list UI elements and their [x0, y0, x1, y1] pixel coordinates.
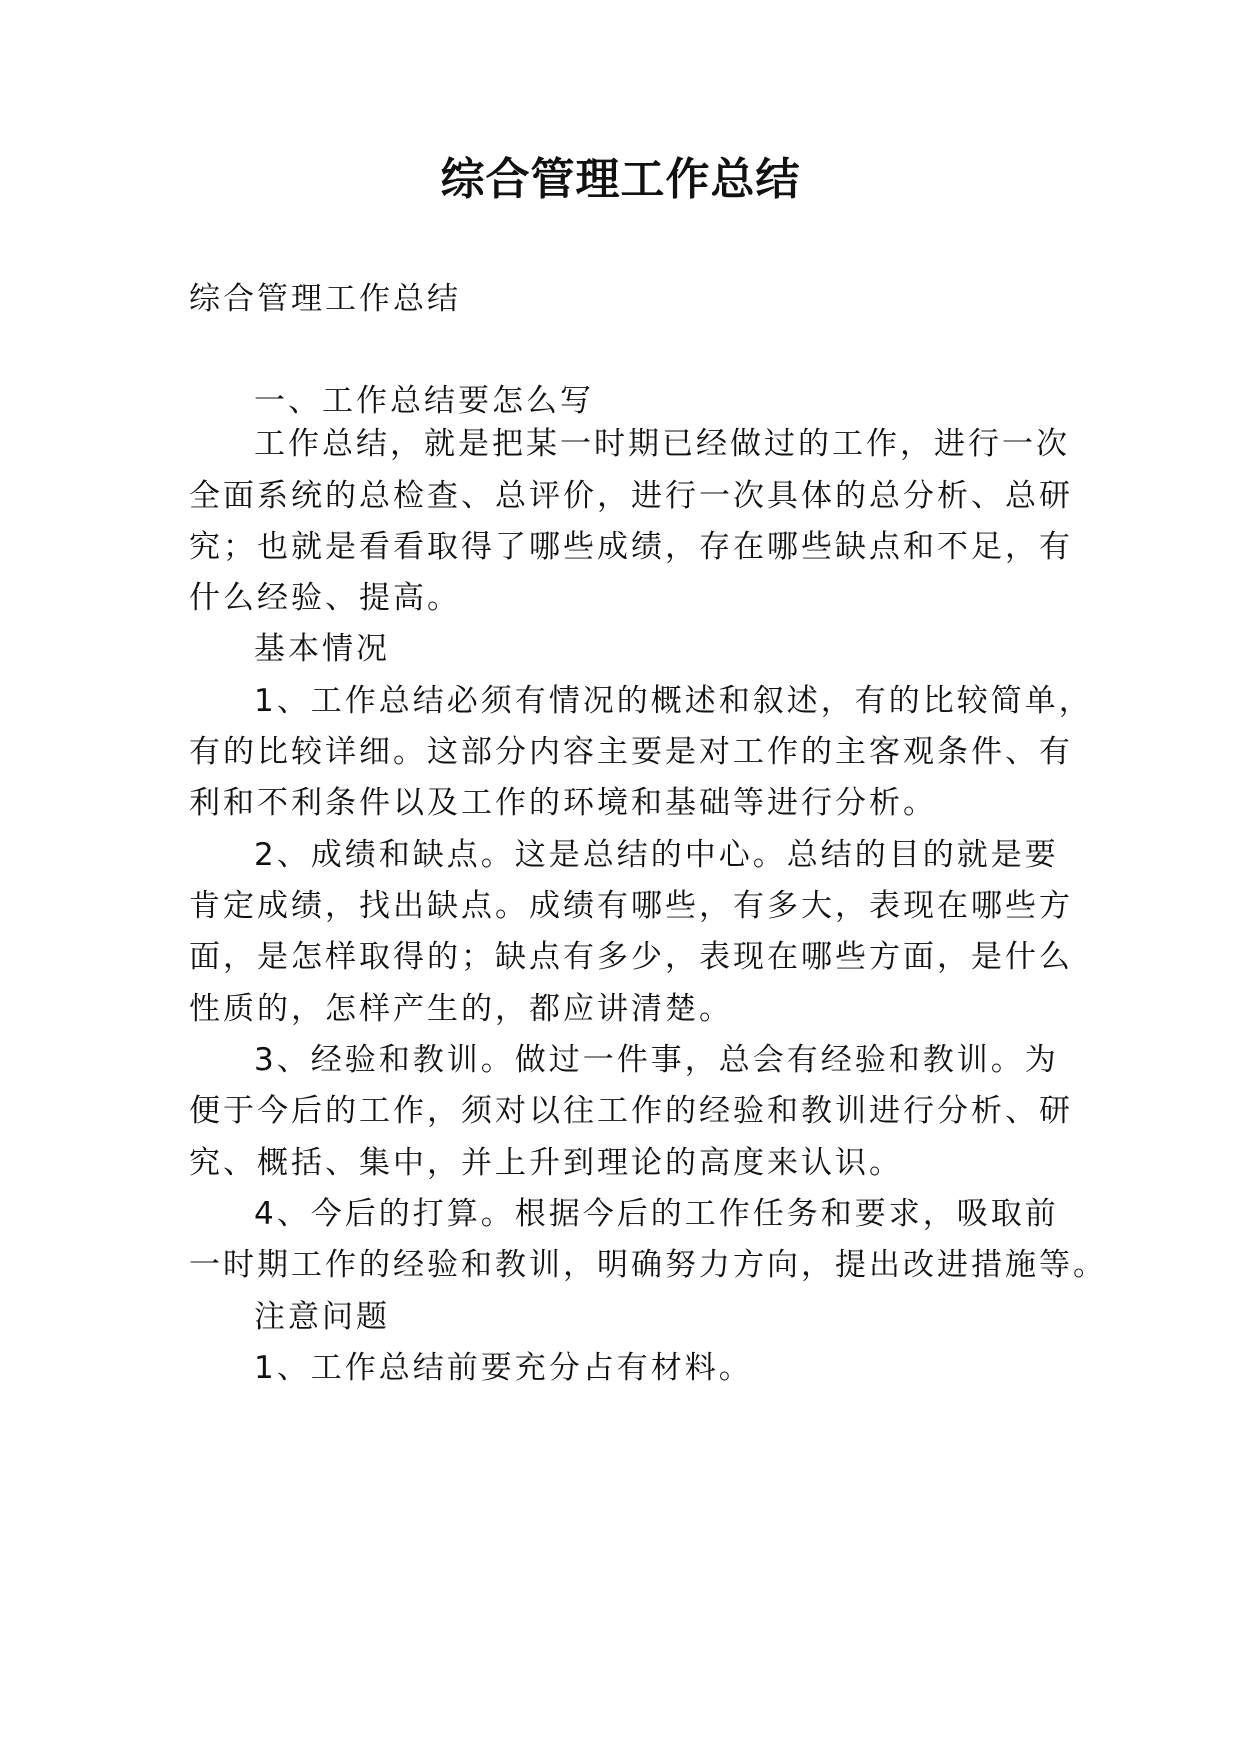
subsection-heading: 基本情况: [254, 631, 390, 667]
paragraph-line: 性质的，怎样产生的，都应讲清楚。: [189, 991, 733, 1027]
paragraph-line: 肯定成绩，找出缺点。成绩有哪些，有多大，表现在哪些方: [189, 888, 1073, 924]
paragraph-line: 便于今后的工作，须对以往工作的经验和教训进行分析、研: [189, 1093, 1073, 1129]
paragraph-line: 究；也就是看看取得了哪些成绩，存在哪些缺点和不足，有: [189, 529, 1073, 565]
paragraph-line: 究、概括、集中，并上升到理论的高度来认识。: [189, 1145, 903, 1181]
paragraph-line: 全面系统的总检查、总评价，进行一次具体的总分析、总研: [189, 478, 1073, 514]
paragraph-line: 什么经验、提高。: [189, 580, 461, 616]
paragraph-line: 4、今后的打算。根据今后的工作任务和要求，吸取前: [254, 1196, 1059, 1232]
section-heading: 一、工作总结要怎么写: [254, 383, 594, 419]
subsection-heading: 注意问题: [254, 1299, 390, 1335]
paragraph-line: 利和不利条件以及工作的环境和基础等进行分析。: [189, 785, 937, 821]
paragraph-line: 2、成绩和缺点。这是总结的中心。总结的目的就是要: [254, 837, 1059, 873]
paragraph-line: 有的比较详细。这部分内容主要是对工作的主客观条件、有: [189, 734, 1073, 770]
document-title: 综合管理工作总结: [440, 154, 801, 205]
paragraph-line: 1、工作总结前要充分占有材料。: [254, 1350, 753, 1386]
document-subtitle: 综合管理工作总结: [189, 281, 461, 317]
paragraph-line: 工作总结，就是把某一时期已经做过的工作，进行一次: [254, 426, 1070, 462]
paragraph-line: 1、工作总结必须有情况的概述和叙述，有的比较简单，: [254, 683, 1093, 719]
paragraph-line: 面，是怎样取得的；缺点有多少，表现在哪些方面，是什么: [189, 939, 1073, 975]
paragraph-line: 一时期工作的经验和教训，明确努力方向，提出改进措施等。: [189, 1247, 1107, 1283]
paragraph-line: 3、经验和教训。做过一件事，总会有经验和教训。为: [254, 1042, 1059, 1078]
